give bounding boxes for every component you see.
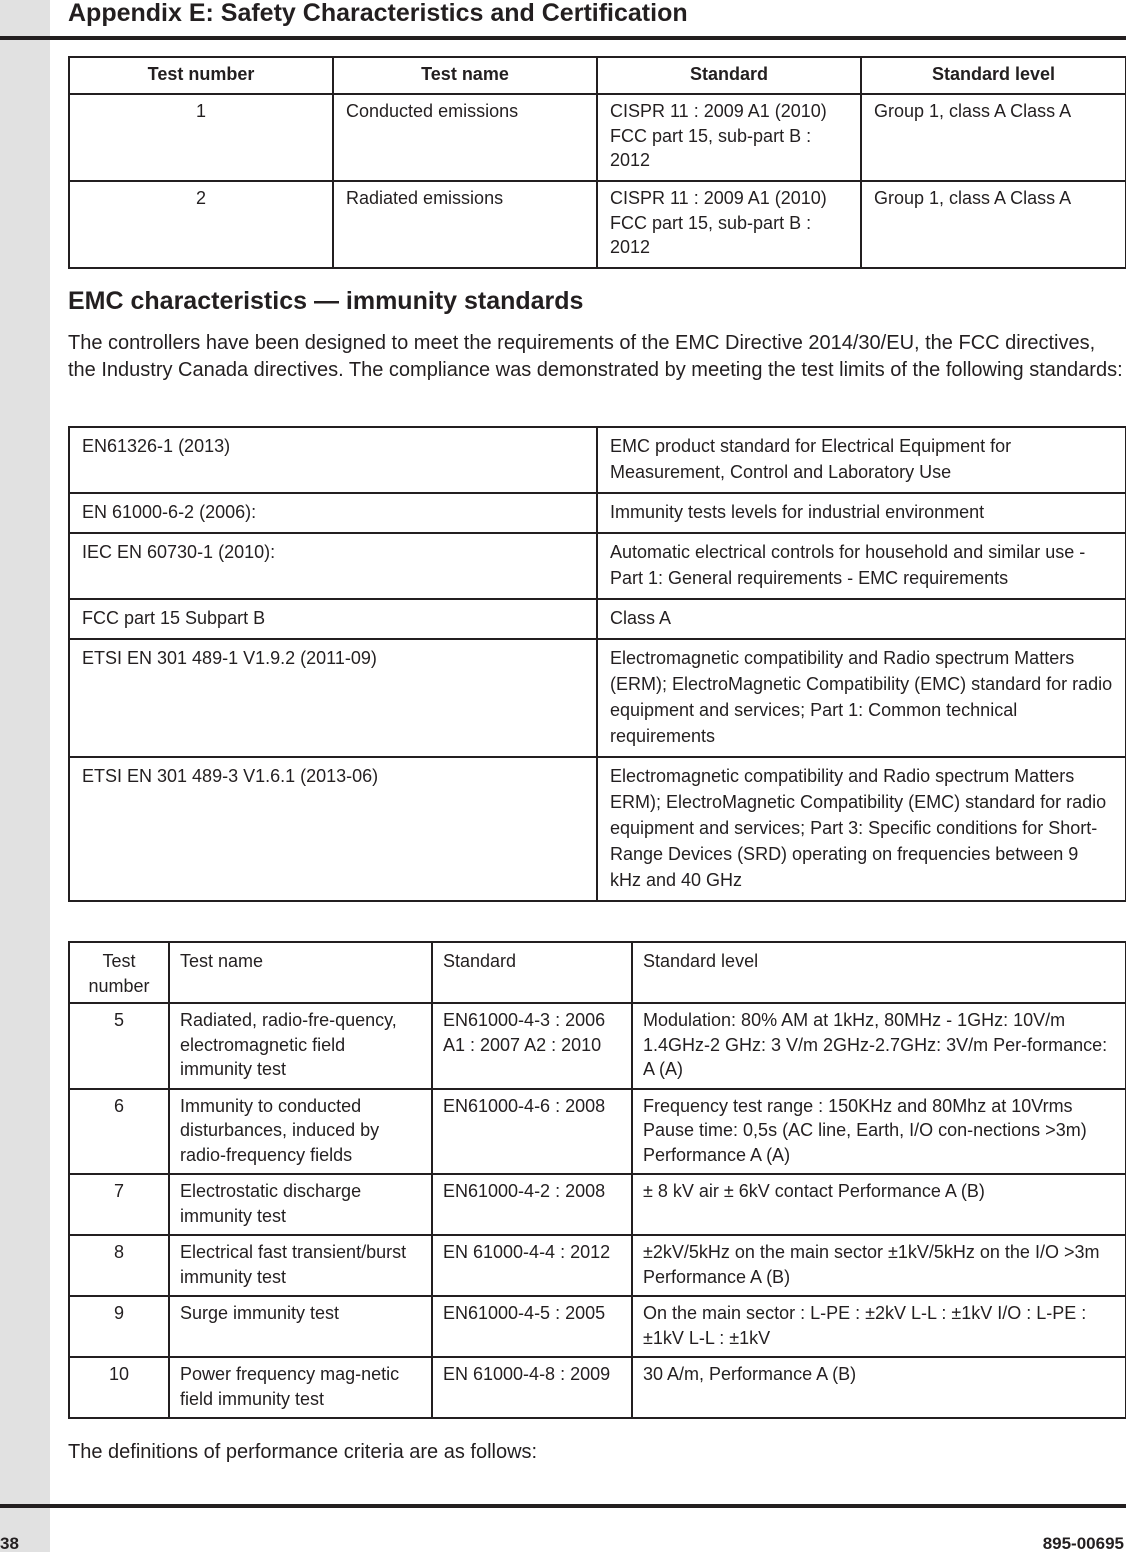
page-margin-band: [0, 0, 50, 1552]
test-number: 8: [69, 1235, 169, 1296]
standard-level: Group 1, class A Class A: [861, 94, 1126, 181]
test-number: 2: [69, 181, 333, 268]
standard-level: 30 A/m, Performance A (B): [632, 1357, 1126, 1418]
standard-name: ETSI EN 301 489-1 V1.9.2 (2011-09): [69, 639, 597, 757]
test-name: Radiated, radio-fre-quency, electromagnetic field immunity test: [169, 1003, 432, 1089]
test-number: 9: [69, 1296, 169, 1357]
standard-description: EMC product standard for Electrical Equipment for Measurement, Control and Laboratory Use: [597, 427, 1126, 493]
table-row: [69, 427, 1126, 493]
column-header: Standard: [597, 57, 861, 94]
table-row: [69, 1174, 1126, 1235]
intro-paragraph: The controllers have been designed to meet the requirements of the EMC Directive 2014/30/EU, the FCC directives, the Industry Canada directives. The compliance was demonstrated by meeting the test limits of the following standards:: [68, 332, 1123, 381]
table-row: [69, 533, 1126, 599]
table-row: [69, 1235, 1126, 1296]
test-name: Electrostatic discharge immunity test: [169, 1174, 432, 1235]
test-name: Radiated emissions: [333, 181, 597, 268]
column-header: Standard: [432, 942, 632, 1003]
test-standard: EN61000-4-3 : 2006 A1 : 2007 A2 : 2010: [432, 1003, 632, 1089]
emissions-table: [68, 56, 1126, 269]
column-header: Test name: [333, 57, 597, 94]
test-number: 7: [69, 1174, 169, 1235]
test-name: Immunity to conducted disturbances, induced by radio-frequency fields: [169, 1089, 432, 1175]
standard-description: Class A: [597, 599, 1126, 639]
page-title: Appendix E: Safety Characteristics and Certification: [68, 0, 688, 27]
immunity-test-table: [68, 941, 1126, 1419]
test-standard: EN61000-4-2 : 2008: [432, 1174, 632, 1235]
table-row: [69, 181, 1126, 268]
test-standard: CISPR 11 : 2009 A1 (2010) FCC part 15, sub-part B : 2012: [597, 94, 861, 181]
table-row: [69, 599, 1126, 639]
test-number: 5: [69, 1003, 169, 1089]
table-row: [69, 493, 1126, 533]
standard-description: Automatic electrical controls for household and similar use - Part 1: General requirements - EMC requirements: [597, 533, 1126, 599]
column-header: Test number: [69, 57, 333, 94]
standard-name: FCC part 15 Subpart B: [69, 599, 597, 639]
test-name: Power frequency mag-netic field immunity test: [169, 1357, 432, 1418]
test-number: 6: [69, 1089, 169, 1175]
test-name: Surge immunity test: [169, 1296, 432, 1357]
table-row: [69, 1089, 1126, 1175]
standard-description: Electromagnetic compatibility and Radio spectrum Matters ERM); ElectroMagnetic Compatibility (EMC) standard for radio equipment and services; Part 3: Specific conditions for Short-Range Devices (SRD) operating on frequencies between 9 kHz and 40 GHz: [597, 757, 1126, 901]
footer-rule: [0, 1504, 1126, 1508]
test-standard: EN61000-4-5 : 2005: [432, 1296, 632, 1357]
standard-description: Immunity tests levels for industrial environment: [597, 493, 1126, 533]
column-header: Test name: [169, 942, 432, 1003]
standard-name: ETSI EN 301 489-3 V1.6.1 (2013-06): [69, 757, 597, 901]
standard-level: On the main sector : L-PE : ±2kV L-L : ±1kV I/O : L-PE : ±1kV L-L : ±1kV: [632, 1296, 1126, 1357]
document-number: 895-00695: [1042, 1534, 1124, 1553]
column-header: Standard level: [632, 942, 1126, 1003]
column-header: Standard level: [861, 57, 1126, 94]
table-row: [69, 1003, 1126, 1089]
standard-name: EN61326-1 (2013): [69, 427, 597, 493]
standard-name: EN 61000-6-2 (2006):: [69, 493, 597, 533]
table-row: [69, 1296, 1126, 1357]
page-number: 38: [0, 1534, 19, 1553]
closing-paragraph: The definitions of performance criteria are as follows:: [68, 1441, 538, 1463]
standard-description: Electromagnetic compatibility and Radio spectrum Matters (ERM); ElectroMagnetic Compatibility (EMC) standard for radio equipment and services; Part 1: Common technical requirements: [597, 639, 1126, 757]
table-row: [69, 639, 1126, 757]
standard-level: Frequency test range : 150KHz and 80Mhz at 10Vrms Pause time: 0,5s (AC line, Earth, I/O con-nections >3m) Performance A (A): [632, 1089, 1126, 1175]
test-standard: EN61000-4-6 : 2008: [432, 1089, 632, 1175]
table-header-row: [69, 57, 1126, 94]
test-standard: CISPR 11 : 2009 A1 (2010) FCC part 15, sub-part B : 2012: [597, 181, 861, 268]
standard-level: ±2kV/5kHz on the main sector ±1kV/5kHz on the I/O >3m Performance A (B): [632, 1235, 1126, 1296]
standard-level: Group 1, class A Class A: [861, 181, 1126, 268]
section-heading: EMC characteristics — immunity standards: [68, 287, 584, 315]
table-row: [69, 1357, 1126, 1418]
test-standard: EN 61000-4-8 : 2009: [432, 1357, 632, 1418]
test-standard: EN 61000-4-4 : 2012: [432, 1235, 632, 1296]
standard-level: Modulation: 80% AM at 1kHz, 80MHz - 1GHz: 10V/m 1.4GHz-2 GHz: 3 V/m 2GHz-2.7GHz: 3V/m Per-formance: A (A): [632, 1003, 1126, 1089]
standard-name: IEC EN 60730-1 (2010):: [69, 533, 597, 599]
header-rule: [0, 36, 1126, 40]
standard-level: ± 8 kV air ± 6kV contact Performance A (B): [632, 1174, 1126, 1235]
test-number: 10: [69, 1357, 169, 1418]
table-row: [69, 757, 1126, 901]
table-header-row: [69, 942, 1126, 1003]
test-number: 1: [69, 94, 333, 181]
column-header: Test number: [69, 942, 169, 1003]
standards-table: [68, 426, 1126, 902]
table-row: [69, 94, 1126, 181]
test-name: Electrical fast transient/burst immunity test: [169, 1235, 432, 1296]
test-name: Conducted emissions: [333, 94, 597, 181]
